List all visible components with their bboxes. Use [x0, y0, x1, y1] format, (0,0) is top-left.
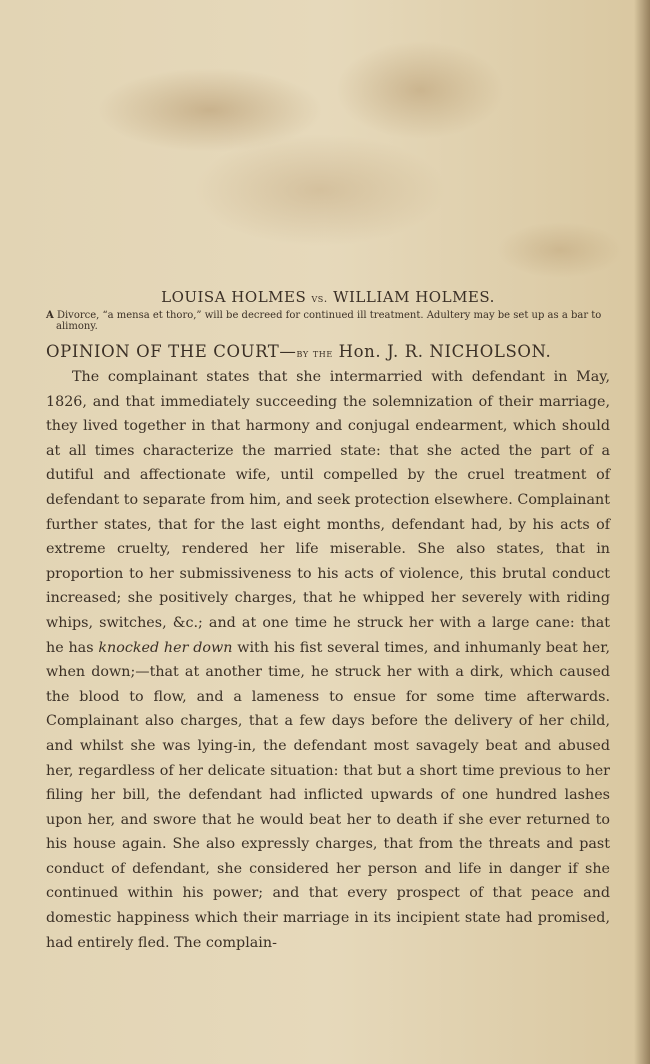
case-abstract [46, 310, 610, 332]
opinion-paragraph [46, 365, 610, 955]
abstract-marker: A [46, 310, 54, 321]
page-content [46, 288, 610, 955]
opinion-by: by the [296, 347, 333, 360]
opinion-text-emphasis: knocked her down [98, 639, 233, 656]
plaintiff-name: LOUISA HOLMES [161, 288, 307, 306]
page-edge-shadow [634, 0, 650, 1064]
opinion-heading [46, 342, 610, 361]
judge-name: Hon. J. R. NICHOLSON. [338, 342, 552, 361]
abstract-text: Divorce, “a mensa et thoro,” will be decreed for continued ill treatment. Adultery may be set up as a bar to alimony. [56, 310, 602, 332]
opinion-label: OPINION OF THE COURT— [46, 342, 297, 361]
opinion-text-part1: The complainant states that she intermarried with defendant in May, 1826, and that immediately succeeding the solemnization of their marriage, they lived together in that harmony and conjugal endearment, which should at all times characterize the married state: that she acted the part of a dutiful and affectionate wife, until compelled by the cruel treatment of defendant to separate from him, and seek protection elsewhere. Complainant further states, that for the last eight months, defendant had, by his acts of extreme cruelty, rendered her life miserable. She also states, that in proportion to her submissiveness to his acts of violence, this brutal conduct increased; she positively charges, that he whipped her severely with riding whips, switches, &c.; and at one time he struck her with a large cane: that he has [46, 369, 610, 656]
case-title [46, 288, 610, 306]
opinion-text-part2: with his fist several times, and inhumanly beat her, when down;—that at another time, he struck her with a dirk, which caused the blood to flow, and a lameness to ensue for some time afterwards. Complainant also charges, that a few days before the delivery of her child, and whilst she was lying-in, the defendant most savagely beat and abused her, regardless of her delicate situation: that but a short time previous to her filing her bill, the defendant had inflicted upwards of one hundred lashes upon her, and swore that he would beat her to death if she ever returned to his house again. She also expressly charges, that from the threats and past conduct of defendant, she considered her person and life in danger if she continued within his power; and that every prospect of that peace and domestic happiness which their marriage in its incipient state had promised, had entirely fled. The complain- [46, 639, 611, 951]
defendant-name: WILLIAM HOLMES. [333, 288, 495, 306]
versus-label: vs. [311, 292, 328, 305]
